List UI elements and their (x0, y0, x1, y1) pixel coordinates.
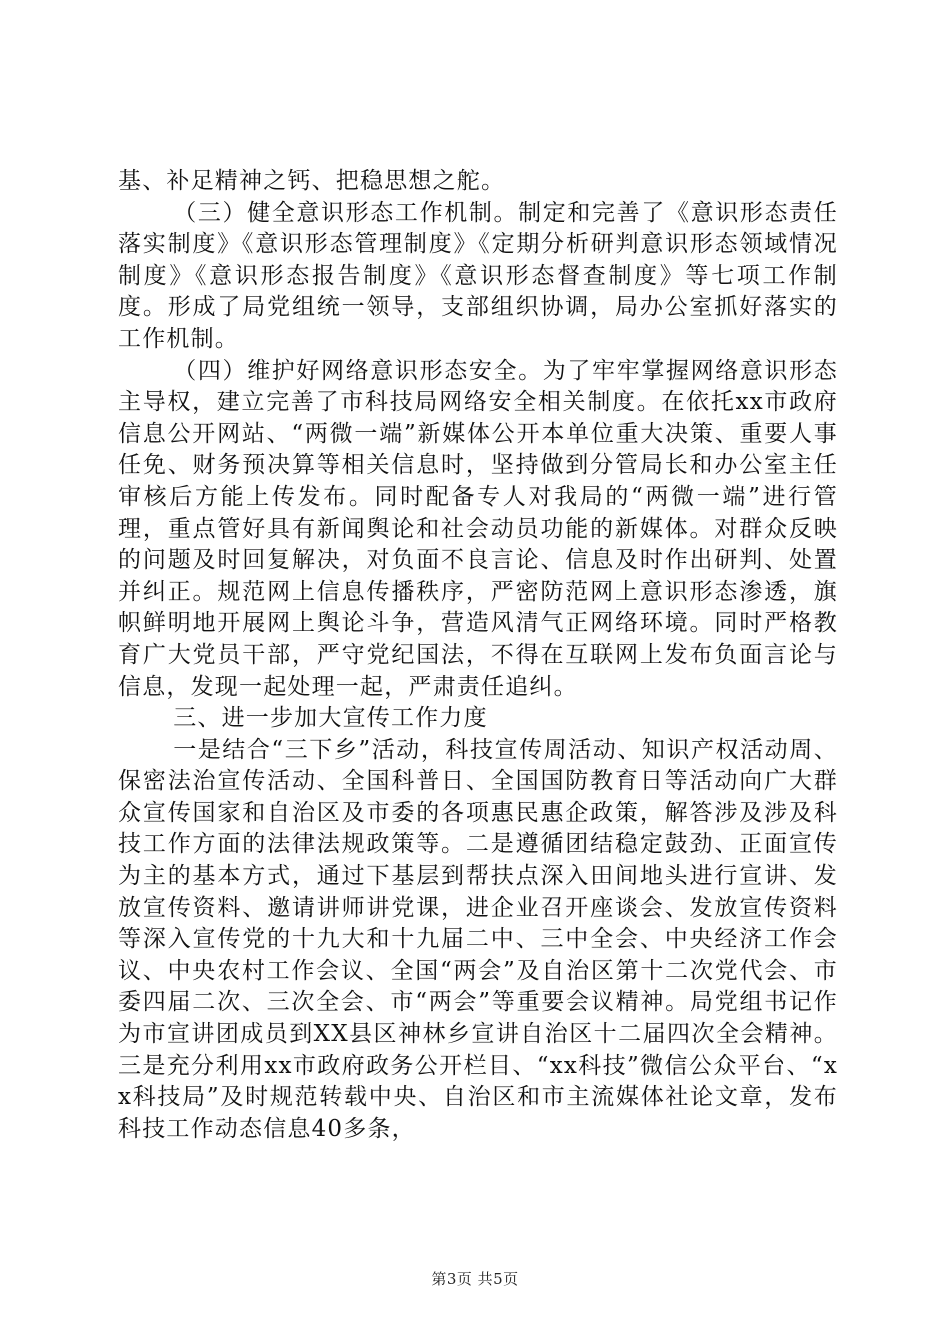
paragraph-publicity: 一是结合“三下乡”活动，科技宣传周活动、知识产权活动周、保密法治宣传活动、全国科普日、全国国防教育日等活动向广大群众宣传国家和自治区及市委的各项惠民惠企政策，解答涉及涉及科技工作方面的法律法规政策等。二是遵循团结稳定鼓劲、正面宣传为主的基本方式，通过下基层到帮扶点深入田间地头进行宣讲、发放宣传资料、邀请讲师讲党课，进企业召开座谈会、发放宣传资料等深入宣传党的十九大和十九届二中、三中全会、中央经济工作会议、中央农村工作会议、全国“两会”及自治区第十二次党代会、市委四届二次、三次全会、市“两会”等重要会议精神。局党组书记作为市宣讲团成员到XX县区神林乡宣讲自治区十二届四次全会精神。三是充分利用xx市政府政务公开栏目、“xx科技”微信公众平台、“xx科技局”及时规范转载中央、自治区和市主流媒体社论文章，发布科技工作动态信息40多条， (118, 736, 838, 1142)
paragraph-mechanism: （三）健全意识形态工作机制。制定和完善了《意识形态责任落实制度》《意识形态管理制度》《定期分析研判意识形态领域情况制度》《意识形态报告制度》《意识形态督查制度》等七项工作制度。形成了局党组统一领导，支部组织协调，局办公室抓好落实的工作机制。 (118, 199, 838, 352)
document-body (118, 166, 838, 1145)
paragraph-continuation: 基、补足精神之钙、把稳思想之舵。 (118, 168, 506, 194)
page-footer: 第3页 共5页 (431, 1270, 519, 1288)
section-heading-publicity: 三、进一步加大宣传工作力度 (173, 705, 488, 732)
paragraph-network-security: （四）维护好网络意识形态安全。为了牢牢掌握网络意识形态主导权，建立完善了市科技局网络安全相关制度。在依托xx市政府信息公开网站、“两微一端”新媒体公开本单位重大决策、重要人事任免、财务预决算等相关信息时，坚持做到分管局长和办公室主任审核后方能上传发布。同时配备专人对我局的“两微一端”进行管理，重点管好具有新闻舆论和社会动员功能的新媒体。对群众反映的问题及时回复解决，对负面不良言论、信息及时作出研判、处置并纠正。规范网上信息传播秩序，严密防范网上意识形态渗透，旗帜鲜明地开展网上舆论斗争，营造风清气正网络环境。同时严格教育广大党员干部，严守党纪国法，不得在互联网上发布负面言论与信息，发现一起处理一起，严肃责任追纠。 (118, 357, 838, 700)
